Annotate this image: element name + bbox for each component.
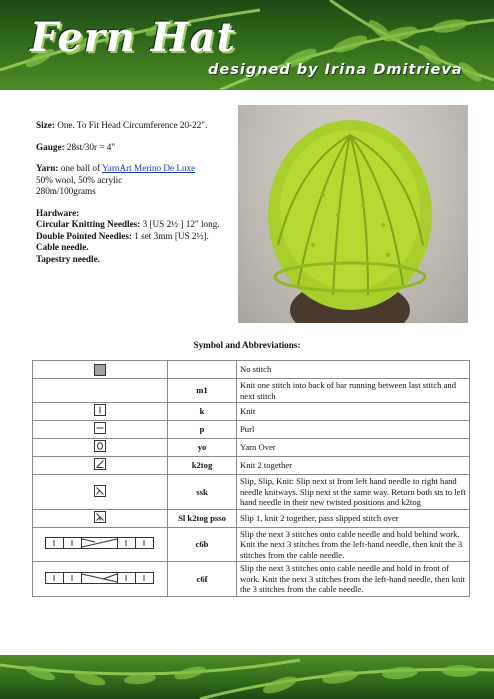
table-row (33, 379, 470, 403)
symbol-cell (33, 439, 168, 457)
desc-cell: Knit (237, 403, 470, 421)
symbol-cell (33, 379, 168, 403)
dpn-label: Double Pointed Needles: (36, 230, 132, 241)
gauge-line (36, 142, 236, 154)
abbr-cell: Sl k2tog psso (168, 509, 237, 527)
page-title: Fern Hat (30, 14, 236, 61)
abbr-cell: m1 (168, 379, 237, 403)
desc-cell: Slip the next 3 stitches onto cable needle and hold in front of work. Knit the next 3 stitches from the left-hand needle, then knit the 3 stitches from the cable needle. (237, 562, 470, 597)
c6f-cable-symbol (45, 572, 155, 584)
purl-symbol (94, 422, 106, 434)
table-row (33, 403, 470, 421)
symbol-cell (33, 509, 168, 527)
table-row (33, 527, 470, 562)
hardware-label: Hardware: (36, 207, 80, 218)
desc-cell: Slip, Slip, Knit: Slip next st from left hand needle to right hand needle knitways. Slip next st the same way. Return both sts to left hand needle in their new twisted positions and k2tog (237, 475, 470, 510)
desc-cell: Knit one stitch into back of bar running between last stitch and next stitch (237, 379, 470, 403)
abbr-cell: p (168, 421, 237, 439)
table-row (33, 562, 470, 597)
table-row (33, 457, 470, 475)
circular-needles-label: Circular Knitting Needles: (36, 219, 141, 229)
size-label: Size: (36, 120, 55, 130)
designer-credit: designed by Irina Dmitrieva (208, 62, 463, 78)
abbr-cell: c6b (168, 527, 237, 562)
circular-needles-value: 3 [US 2½ ] 12" long. (142, 219, 220, 229)
table-row (33, 361, 470, 379)
symbol-cell (33, 527, 168, 562)
c6b-cable-symbol (45, 537, 155, 549)
tapestry-needle-label: Tapestry needle. (36, 253, 100, 264)
footer-banner (0, 655, 494, 699)
gauge-label: Gauge: (36, 141, 65, 152)
knit-symbol (94, 404, 106, 416)
no-stitch-symbol (94, 364, 106, 376)
desc-cell: Purl (237, 421, 470, 439)
size-value: One. To Fit Head Circumference 20-22". (57, 120, 208, 130)
abbr-cell: k2tog (168, 457, 237, 475)
table-row (33, 421, 470, 439)
symbol-cell (33, 403, 168, 421)
yarn-link[interactable]: YarnArt Merino De Luxe (102, 163, 196, 173)
abbr-cell: ssk (168, 475, 237, 510)
symbol-cell (33, 457, 168, 475)
table-row (33, 509, 470, 527)
dpn-value: 1 set 3mm [US 2½]. (134, 230, 209, 241)
fern-leaves-decoration (0, 655, 494, 699)
desc-cell: Slip the next 3 stitches onto cable needle and hold behind work. Knit the next 3 stitches from the left-hand needle, then knit the 3 stitches from the cable needle. (237, 527, 470, 562)
symbols-heading: Symbol and Abbreviations: (193, 340, 301, 350)
cable-needle-label: Cable needle. (36, 242, 89, 252)
symbol-cell (33, 475, 168, 510)
yarn-length: 280m/100grams (36, 186, 96, 196)
symbol-cell (33, 421, 168, 439)
hardware-block (36, 208, 236, 266)
hat-image (238, 105, 468, 323)
k2tog-symbol (94, 458, 106, 470)
yarn-fiber: 50% wool, 50% acrylic (36, 174, 123, 185)
table-row (33, 439, 470, 457)
desc-cell: Slip 1, knit 2 together, pass slipped stitch over (237, 509, 470, 527)
symbol-cell (33, 361, 168, 379)
symbol-cell (33, 562, 168, 597)
ssk-symbol (94, 485, 106, 497)
desc-cell: No stitch (237, 361, 470, 379)
abbr-cell: k (168, 403, 237, 421)
abbr-cell: yo (168, 439, 237, 457)
table-row (33, 475, 470, 510)
hat-photo (238, 105, 468, 323)
abbr-cell (168, 361, 237, 379)
yarn-block (36, 163, 236, 198)
header-banner (0, 0, 494, 90)
abbr-cell: c6f (168, 562, 237, 597)
symbols-table (32, 360, 470, 597)
desc-cell: Knit 2 together (237, 457, 470, 475)
desc-cell: Yarn Over (237, 439, 470, 457)
pattern-specs (36, 120, 236, 265)
size-line (36, 120, 236, 132)
yarn-text: one ball of (60, 163, 101, 173)
gauge-value: 28st/30r = 4" (66, 141, 116, 152)
yarn-label: Yarn: (36, 163, 59, 173)
sl-k2tog-psso-symbol (94, 511, 106, 523)
yarn-over-symbol (94, 440, 106, 452)
